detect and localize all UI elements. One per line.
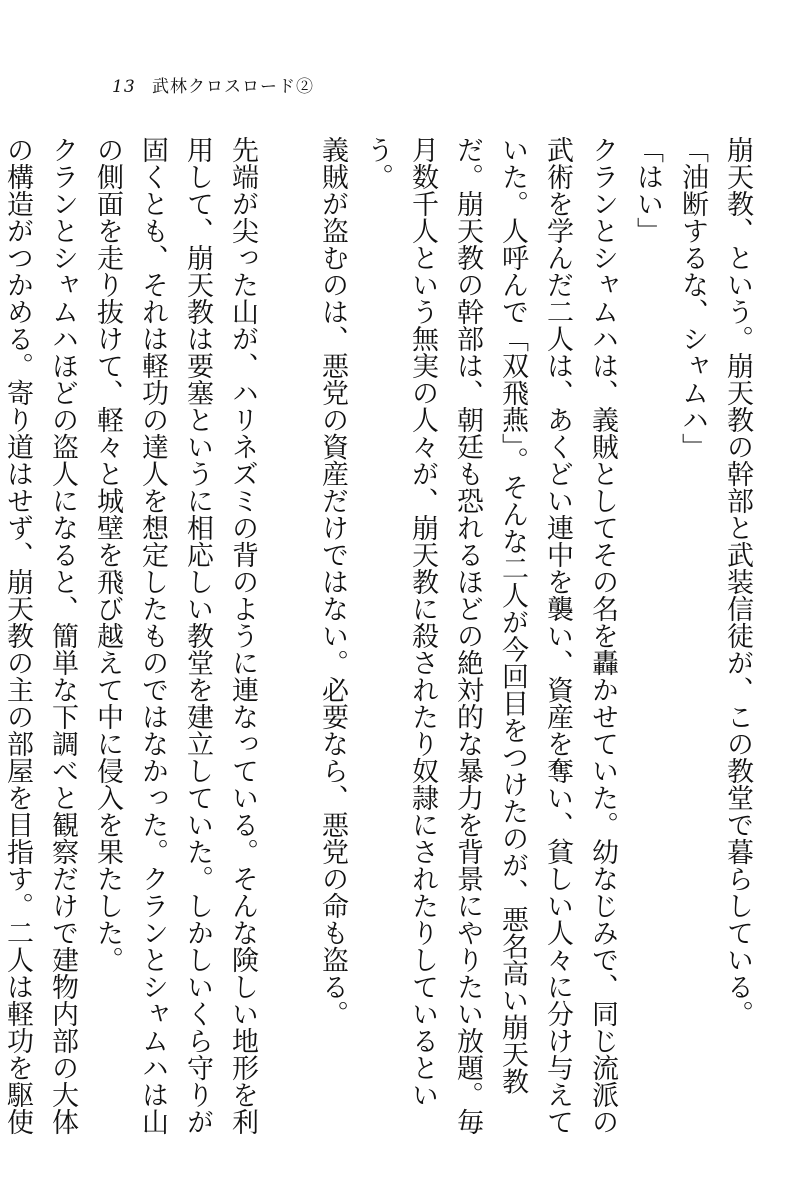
running-title: 武林クロスロード②: [152, 77, 315, 97]
paragraph-6: 先端が尖った山が、ハリネズミの背のように連なっている。そんな険しい地形を利用して、崩天教は要塞というに相応しい教堂を建立していた。しかしいくら守りが固くとも、それは軽功の達人を想定したものではなかった。クランとシャムハは山の側面を走り抜けて、軽々と城壁を飛び越えて中に侵入を果たした。: [92, 136, 258, 1135]
vertical-body-text: [2, 136, 760, 1146]
section-break: [265, 136, 310, 1146]
paragraph-5: 義賊が盗むのは、悪党の資産だけではない。必要なら、悪党の命も盗る。: [317, 136, 348, 1027]
page-number: 13: [112, 77, 136, 97]
paragraph-1: 崩天教、という。崩天教の幹部と武装信徒が、この教堂で暮らしている。: [722, 136, 753, 1027]
paragraph-4: クランとシャムハは、義賊としてその名を轟かせていた。幼なじみで、同じ流派の武術を学んだ二人は、あくどい連中を襲い、資産を奪い、貧しい人々に分け与えていた。人呼んで「双飛燕」。そんな二人が今回目をつけたのが、悪名高い崩天教だ。崩天教の幹部は、朝廷も恐れるほどの絶対的な暴力を背景にやりたい放題。毎月数千人という無実の人々が、崩天教に殺されたり奴隷にされたりしているという。: [362, 136, 618, 1135]
running-header: [112, 72, 314, 97]
paragraph-3: 「はい」: [632, 136, 663, 244]
paragraph-7: クランとシャムハほどの盗人になると、簡単な下調べと観察だけで建物内部の大体の構造がつかめる。寄り道はせず、崩天教の主の部屋を目指す。二人は軽功を駆使: [2, 136, 78, 1135]
paragraph-2: 「油断するな、シャムハ」: [677, 136, 708, 460]
